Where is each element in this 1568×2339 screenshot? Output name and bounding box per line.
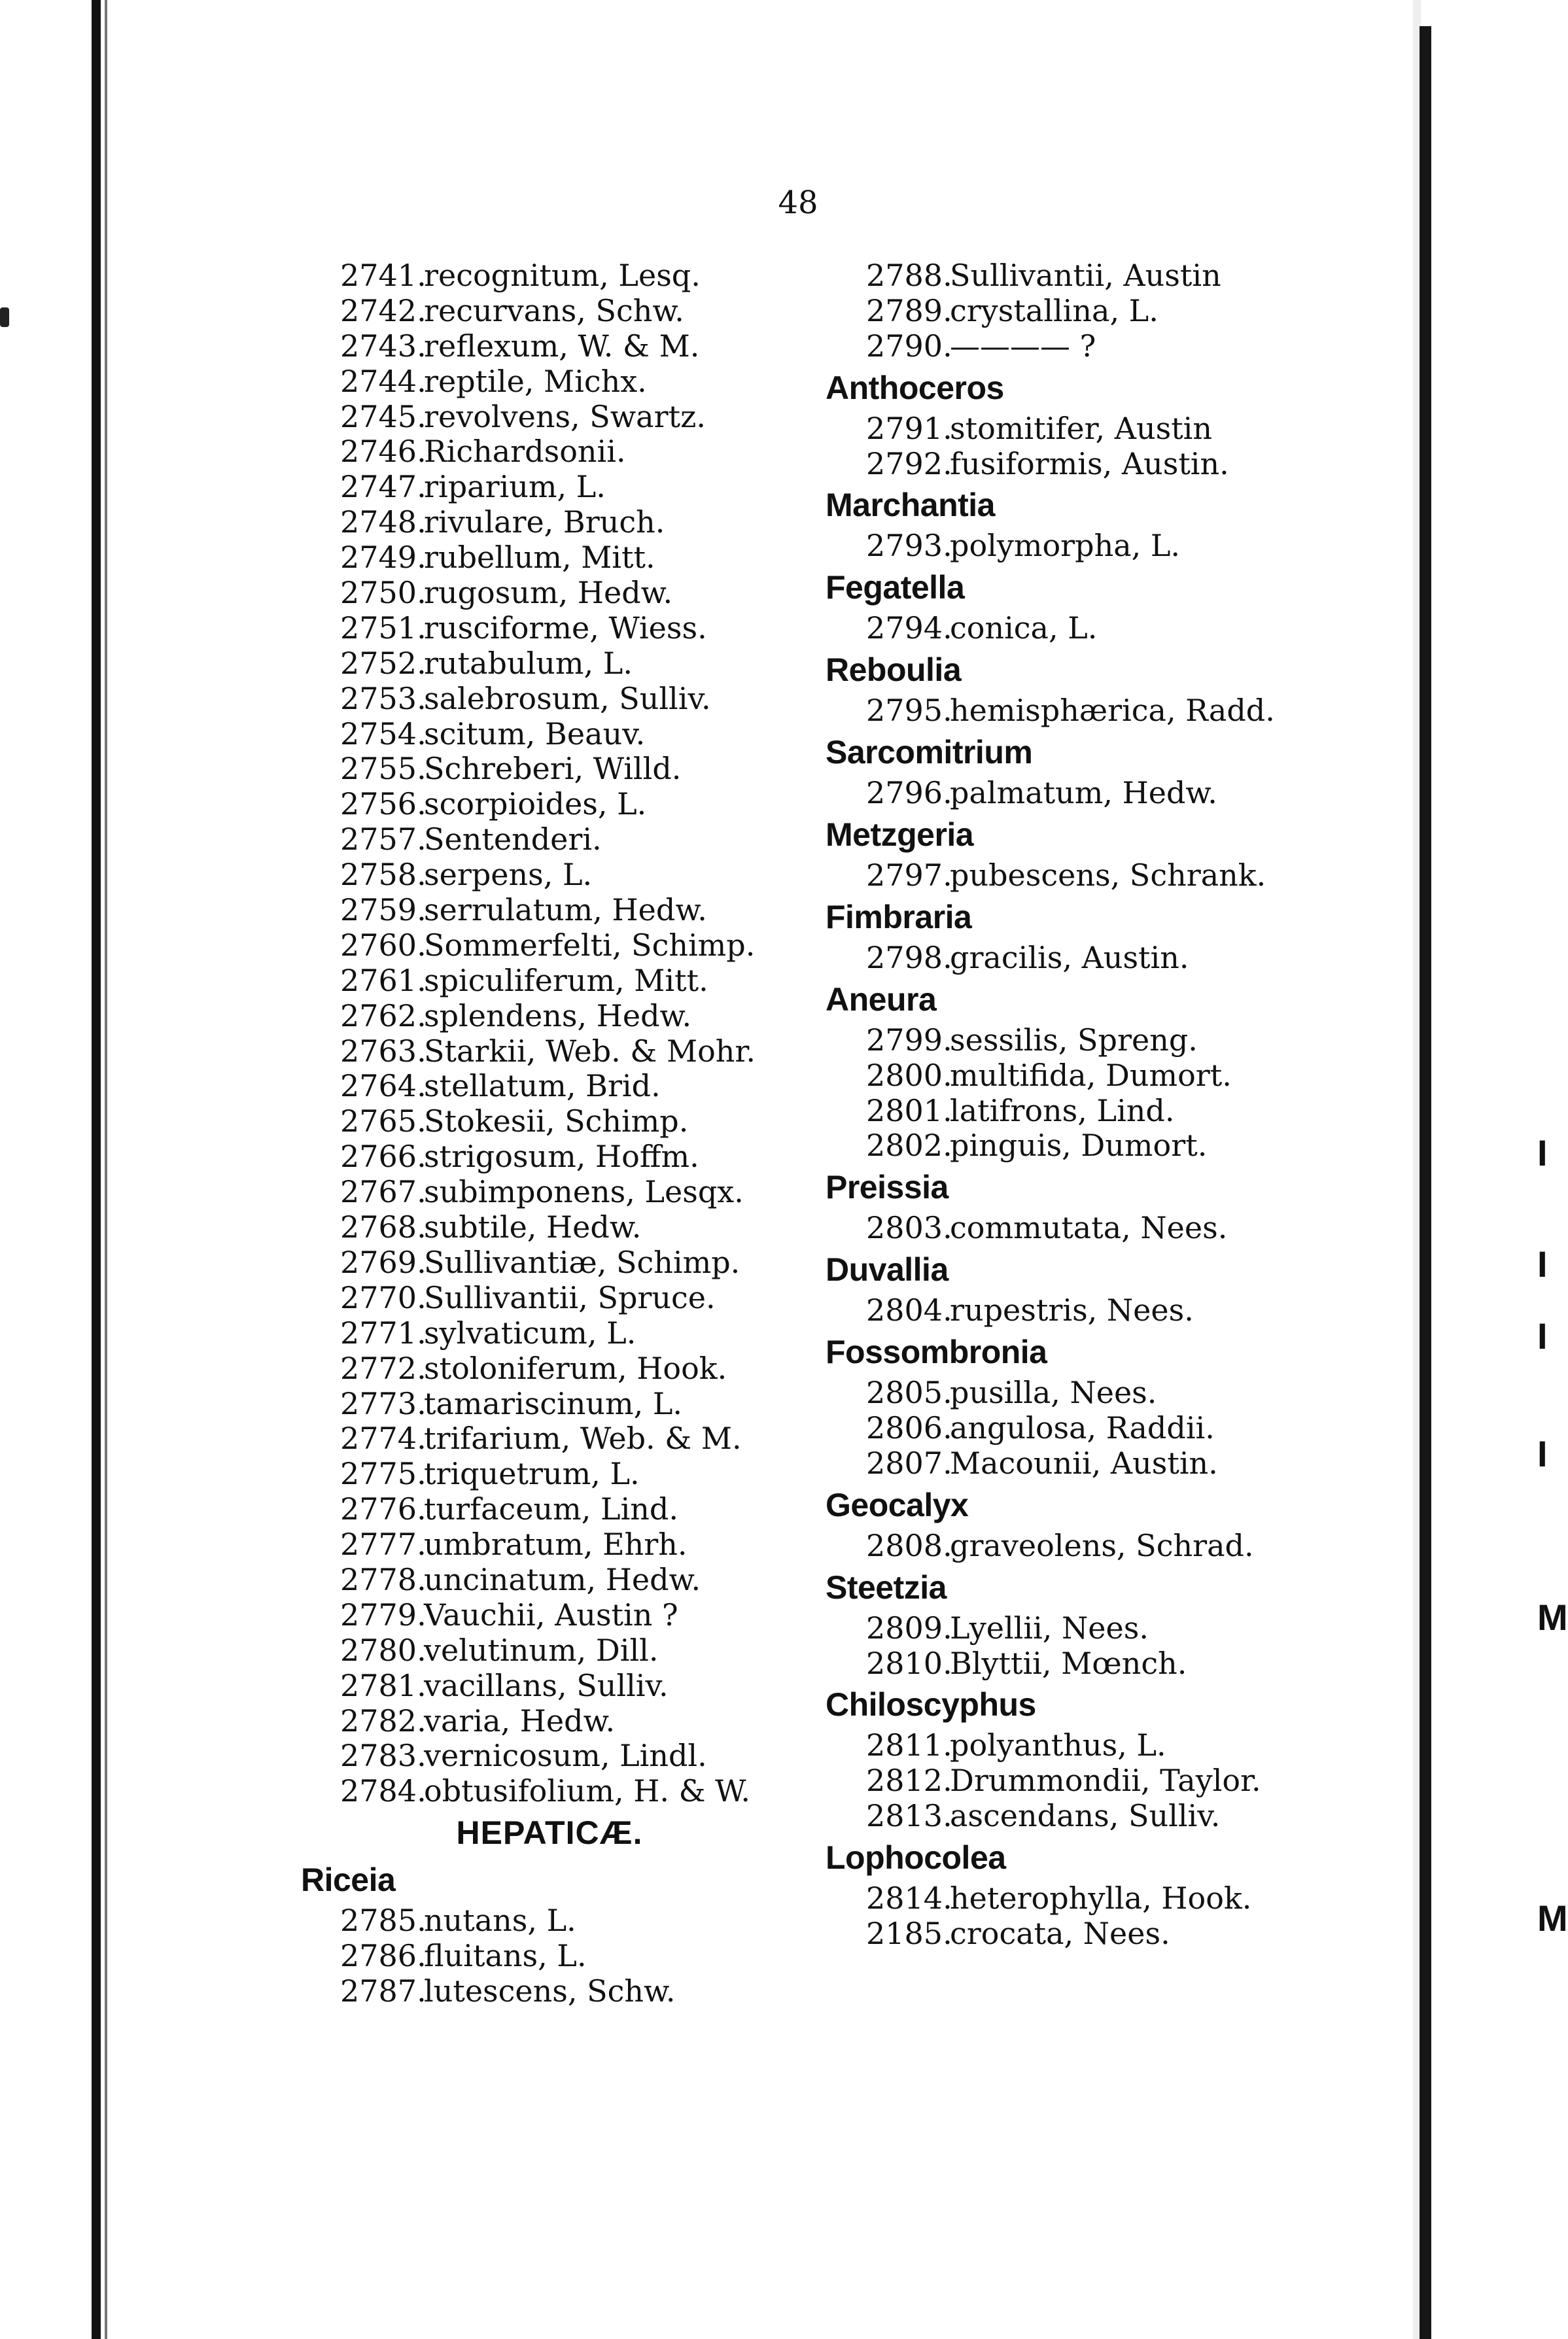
entry-number: 2760. [340, 927, 427, 963]
species-name: reptile, Michx. [424, 363, 647, 399]
entry-number: 2751. [340, 610, 427, 646]
genus-heading: Riceia [301, 1862, 396, 1899]
entry-number: 2808. [866, 1527, 952, 1563]
species-name: turfaceum, Lind. [424, 1491, 678, 1527]
species-name: Sentenderi. [424, 822, 602, 858]
entry-number: 2774. [340, 1421, 427, 1457]
entry-number: 2766. [340, 1139, 427, 1175]
species-name: strigosum, Hoffm. [424, 1139, 699, 1175]
species-name: rivulare, Bruch. [424, 504, 665, 540]
list-item [262, 858, 759, 893]
species-name: vacillans, Sulliv. [424, 1667, 669, 1703]
species-name: Stokesii, Schimp. [424, 1103, 689, 1139]
list-item [262, 1598, 759, 1633]
list-item [262, 717, 759, 752]
species-name: fusiformis, Austin. [950, 445, 1229, 481]
list-item [262, 1669, 759, 1704]
entry-number: 2799. [866, 1022, 952, 1058]
list-item [262, 1281, 759, 1316]
genus-heading: Sarcomitrium [826, 734, 1033, 771]
list-item [262, 1739, 759, 1774]
genus-heading: Fossombronia [826, 1334, 1047, 1371]
entry-number: 2786. [340, 1938, 427, 1974]
entry-number: 2748. [340, 504, 427, 540]
entry-number: 2768. [340, 1209, 427, 1245]
species-name: Schreberi, Willd. [424, 751, 682, 787]
entry-number: 2759. [340, 892, 427, 928]
entry-number: 2769. [340, 1244, 427, 1280]
entry-number: 2778. [340, 1561, 427, 1597]
list-item [262, 1563, 759, 1598]
species-name: commutata, Nees. [950, 1210, 1228, 1246]
entry-number: 2753. [340, 680, 427, 716]
species-name: conica, L. [950, 610, 1098, 646]
entry-number: 2785. [340, 1903, 427, 1939]
entry-number: 2789. [866, 292, 952, 328]
entry-number: 2809. [866, 1610, 952, 1646]
list-item [826, 447, 1401, 482]
entry-number: 2757. [340, 822, 427, 858]
species-name: recurvans, Schw. [424, 292, 684, 328]
entry-number: 2763. [340, 1033, 427, 1069]
entry-number: 2787. [340, 1973, 427, 2009]
facing-page-letter: I [1537, 1132, 1548, 1173]
list-item [262, 1316, 759, 1351]
genus-heading: Geocalyx [826, 1486, 969, 1523]
entry-number: 2773. [340, 1385, 427, 1421]
entry-number: 2811. [866, 1727, 952, 1763]
list-item [826, 1446, 1401, 1481]
species-name: nutans, L. [424, 1903, 576, 1939]
entry-number: 2746. [340, 434, 427, 470]
genus-heading: Marchantia [826, 487, 995, 524]
species-name: rugosum, Hedw. [424, 575, 673, 611]
entry-number: 2804. [866, 1292, 952, 1328]
list-item [262, 787, 759, 822]
species-name: riparium, L. [424, 469, 606, 505]
species-name: Sommerfelti, Schimp. [424, 927, 756, 963]
genus-heading: Metzgeria [826, 816, 974, 854]
species-name: subimponens, Lesqx. [424, 1174, 744, 1210]
species-name: Richardsonii. [424, 434, 626, 470]
entry-number: 2795. [866, 693, 952, 729]
list-item [262, 400, 759, 435]
list-item [826, 1763, 1401, 1799]
entry-number: 2780. [340, 1632, 427, 1668]
list-item [262, 1903, 759, 1939]
list-item [262, 1704, 759, 1739]
list-item [262, 540, 759, 576]
entry-number: 2813. [866, 1798, 952, 1834]
binding-edge-shadow [105, 0, 107, 2339]
species-name: splendens, Hedw. [424, 997, 692, 1033]
facing-page-edge [1420, 26, 1431, 2339]
entry-number: 2805. [866, 1375, 952, 1411]
section-heading: HEPATICÆ. [456, 1814, 643, 1852]
species-name: Lyellii, Nees. [950, 1610, 1149, 1646]
entry-number: 2814. [866, 1880, 952, 1916]
species-name: scorpioides, L. [424, 786, 647, 822]
entry-number: 2798. [866, 939, 952, 975]
list-item [262, 1104, 759, 1139]
list-item [262, 1492, 759, 1527]
genus-heading: Preissia [826, 1169, 949, 1206]
list-item [826, 1128, 1401, 1164]
species-name: Macounii, Austin. [950, 1445, 1218, 1481]
species-name: rubellum, Mitt. [424, 540, 655, 576]
list-item [826, 1881, 1401, 1916]
species-name: graveolens, Schrad. [950, 1527, 1254, 1563]
entry-number: 2777. [340, 1527, 427, 1563]
species-name: sessilis, Spreng. [950, 1022, 1198, 1058]
list-item [262, 364, 759, 400]
entry-number: 2803. [866, 1210, 952, 1246]
species-name: latifrons, Lind. [950, 1092, 1175, 1128]
species-name: rupestris, Nees. [950, 1292, 1194, 1328]
species-name: triquetrum, L. [424, 1456, 640, 1492]
list-item [262, 1633, 759, 1669]
genus-heading: Anthoceros [826, 369, 1004, 406]
species-name: crystallina, L. [950, 292, 1159, 328]
entry-number: 2756. [340, 786, 427, 822]
list-item [826, 1376, 1401, 1411]
entry-number: 2747. [340, 469, 427, 505]
list-item [262, 1974, 759, 2009]
entry-number: 2781. [340, 1667, 427, 1703]
species-name: hemisphærica, Radd. [950, 693, 1275, 729]
list-item [262, 470, 759, 505]
left-column [262, 258, 759, 2009]
list-item [826, 1728, 1401, 1763]
facing-page-letters [1537, 0, 1568, 2339]
species-name: obtusifolium, H. & W. [424, 1773, 750, 1809]
list-item [826, 776, 1401, 811]
list-item [826, 1211, 1401, 1246]
entry-number: 2801. [866, 1092, 952, 1128]
list-item [826, 1529, 1401, 1564]
species-name: sylvaticum, L. [424, 1315, 636, 1351]
list-item [262, 1351, 759, 1387]
entry-number: 2810. [866, 1645, 952, 1681]
binding-edge [92, 0, 101, 2339]
list-item [826, 1411, 1401, 1446]
left-page-margin [0, 0, 92, 2339]
list-item [262, 1139, 759, 1175]
species-name: ascendans, Sulliv. [950, 1798, 1221, 1834]
species-name: reflexum, W. & M. [424, 328, 700, 364]
species-name: rutabulum, L. [424, 645, 633, 681]
species-name: stellatum, Brid. [424, 1068, 661, 1104]
entry-number: 2744. [340, 363, 427, 399]
entry-number: 2749. [340, 540, 427, 576]
species-name: pinguis, Dumort. [950, 1128, 1208, 1164]
entry-number: 2794. [866, 610, 952, 646]
species-name: Sullivantiæ, Schimp. [424, 1244, 740, 1280]
entry-number: 2745. [340, 398, 427, 434]
list-item [826, 1023, 1401, 1058]
entry-number: 2761. [340, 962, 427, 998]
list-item [262, 1245, 759, 1281]
entry-number: 2800. [866, 1057, 952, 1093]
list-item [262, 434, 759, 470]
species-name: Blyttii, Mœnch. [950, 1645, 1187, 1681]
list-item [262, 1175, 759, 1210]
page-number: 48 [778, 184, 818, 221]
species-name: revolvens, Swartz. [424, 398, 706, 434]
list-item [826, 1058, 1401, 1094]
entry-number: 2771. [340, 1315, 427, 1351]
list-item [262, 329, 759, 364]
list-item [262, 893, 759, 928]
entry-number: 2767. [340, 1174, 427, 1210]
entry-number: 2775. [340, 1456, 427, 1492]
list-item [262, 576, 759, 611]
genus-heading: Reboulia [826, 651, 962, 689]
species-name: salebrosum, Sulliv. [424, 680, 711, 716]
entry-number: 2185. [866, 1916, 952, 1952]
list-item [826, 1611, 1401, 1646]
list-item [826, 1646, 1401, 1682]
list-item [826, 1293, 1401, 1328]
facing-page-letter: M [1537, 1597, 1568, 1638]
list-item [826, 693, 1401, 729]
entry-number: 2792. [866, 445, 952, 481]
species-name: pusilla, Nees. [950, 1375, 1157, 1411]
species-name: polymorpha, L. [950, 528, 1181, 564]
list-item [262, 1210, 759, 1245]
species-name: recognitum, Lesq. [424, 258, 701, 293]
list-item [826, 329, 1401, 364]
list-item [826, 294, 1401, 329]
species-name: angulosa, Raddii. [950, 1410, 1215, 1446]
facing-page-letter: M [1537, 1897, 1568, 1939]
species-name: Sullivantii, Austin [950, 258, 1221, 293]
edge-mark [0, 307, 9, 327]
species-name: serrulatum, Hedw. [424, 892, 707, 928]
facing-page-letter: I [1537, 1315, 1548, 1357]
entry-number: 2807. [866, 1445, 952, 1481]
entry-number: 2776. [340, 1491, 427, 1527]
genus-heading: Duvallia [826, 1251, 949, 1289]
species-name: uncinatum, Hedw. [424, 1561, 701, 1597]
species-name: subtile, Hedw. [424, 1209, 642, 1245]
entry-number: 2770. [340, 1279, 427, 1315]
species-name: lutescens, Schw. [424, 1973, 676, 2009]
list-item [826, 1916, 1401, 1952]
list-item [262, 682, 759, 717]
genus-heading: Steetzia [826, 1568, 947, 1606]
entry-number: 2742. [340, 292, 427, 328]
species-name: spiculiferum, Mitt. [424, 962, 708, 998]
list-item [262, 294, 759, 329]
list-item [262, 928, 759, 963]
list-item [262, 1034, 759, 1069]
list-item [826, 858, 1401, 893]
entry-number: 2783. [340, 1738, 427, 1774]
list-item [262, 1939, 759, 1974]
species-name: heterophylla, Hook. [950, 1880, 1252, 1916]
species-name: Drummondii, Taylor. [950, 1763, 1261, 1799]
species-name: vernicosum, Lindl. [424, 1738, 707, 1774]
list-item [262, 999, 759, 1034]
facing-page-letter: I [1537, 1243, 1548, 1285]
species-name: crocata, Nees. [950, 1916, 1170, 1952]
species-name: Starkii, Web. & Mohr. [424, 1033, 756, 1069]
entry-number: 2788. [866, 258, 952, 293]
entry-number: 2791. [866, 410, 952, 446]
genus-heading: Lophocolea [826, 1839, 1006, 1877]
entry-number: 2797. [866, 858, 952, 893]
list-item [826, 1094, 1401, 1129]
species-name: tamariscinum, L. [424, 1385, 683, 1421]
genus-heading: Fimbraria [826, 898, 972, 935]
species-name: scitum, Beauv. [424, 716, 646, 752]
species-name: palmatum, Hedw. [950, 775, 1217, 811]
facing-page-letter: I [1537, 1433, 1548, 1474]
list-item [262, 1421, 759, 1457]
list-item [826, 528, 1401, 564]
entry-number: 2779. [340, 1597, 427, 1633]
entry-number: 2793. [866, 528, 952, 564]
entry-number: 2806. [866, 1410, 952, 1446]
entry-number: 2754. [340, 716, 427, 752]
list-item [262, 963, 759, 999]
right-column [826, 258, 1401, 1952]
entry-number: 2765. [340, 1103, 427, 1139]
list-item [826, 1799, 1401, 1834]
species-name: polyanthus, L. [950, 1727, 1166, 1763]
list-item [262, 752, 759, 787]
species-name: varia, Hedw. [424, 1703, 616, 1739]
genus-heading: Chiloscyphus [826, 1686, 1036, 1724]
entry-number: 2812. [866, 1763, 952, 1799]
list-item [262, 1527, 759, 1563]
entry-number: 2772. [340, 1350, 427, 1386]
list-item [262, 646, 759, 682]
species-name: Vauchii, Austin ? [424, 1597, 678, 1633]
species-name: pubescens, Schrank. [950, 858, 1266, 893]
entry-number: 2762. [340, 997, 427, 1033]
list-item [262, 1774, 759, 1809]
genus-heading: Fegatella [826, 569, 965, 606]
entry-number: 2758. [340, 857, 427, 893]
entry-number: 2750. [340, 575, 427, 611]
list-item [262, 1457, 759, 1492]
list-item [262, 258, 759, 294]
list-item [262, 1069, 759, 1104]
entry-number: 2752. [340, 645, 427, 681]
list-item [826, 411, 1401, 447]
species-name: fluitans, L. [424, 1938, 587, 1974]
entry-number: 2755. [340, 751, 427, 787]
species-name: gracilis, Austin. [950, 939, 1189, 975]
list-item [826, 941, 1401, 976]
entry-number: 2782. [340, 1703, 427, 1739]
species-name: serpens, L. [424, 857, 593, 893]
list-item [262, 505, 759, 540]
species-name: multifida, Dumort. [950, 1057, 1232, 1093]
list-item [826, 258, 1401, 294]
entry-number: 2741. [340, 258, 427, 293]
entry-number: 2802. [866, 1128, 952, 1164]
list-item [826, 611, 1401, 646]
list-item [262, 822, 759, 858]
species-name: trifarium, Web. & M. [424, 1421, 742, 1457]
entry-number: 2796. [866, 775, 952, 811]
species-name: rusciforme, Wiess. [424, 610, 707, 646]
entry-number: 2790. [866, 328, 952, 364]
species-name: velutinum, Dill. [424, 1632, 659, 1668]
species-name: umbratum, Ehrh. [424, 1527, 688, 1563]
species-name: ———— ? [950, 328, 1096, 364]
list-item [262, 1387, 759, 1422]
genus-heading: Aneura [826, 980, 937, 1018]
species-name: stomitifer, Austin [950, 410, 1213, 446]
species-name: Sullivantii, Spruce. [424, 1279, 716, 1315]
entry-number: 2743. [340, 328, 427, 364]
species-name: stoloniferum, Hook. [424, 1350, 727, 1386]
entry-number: 2764. [340, 1068, 427, 1104]
list-item [262, 611, 759, 646]
entry-number: 2784. [340, 1773, 427, 1809]
